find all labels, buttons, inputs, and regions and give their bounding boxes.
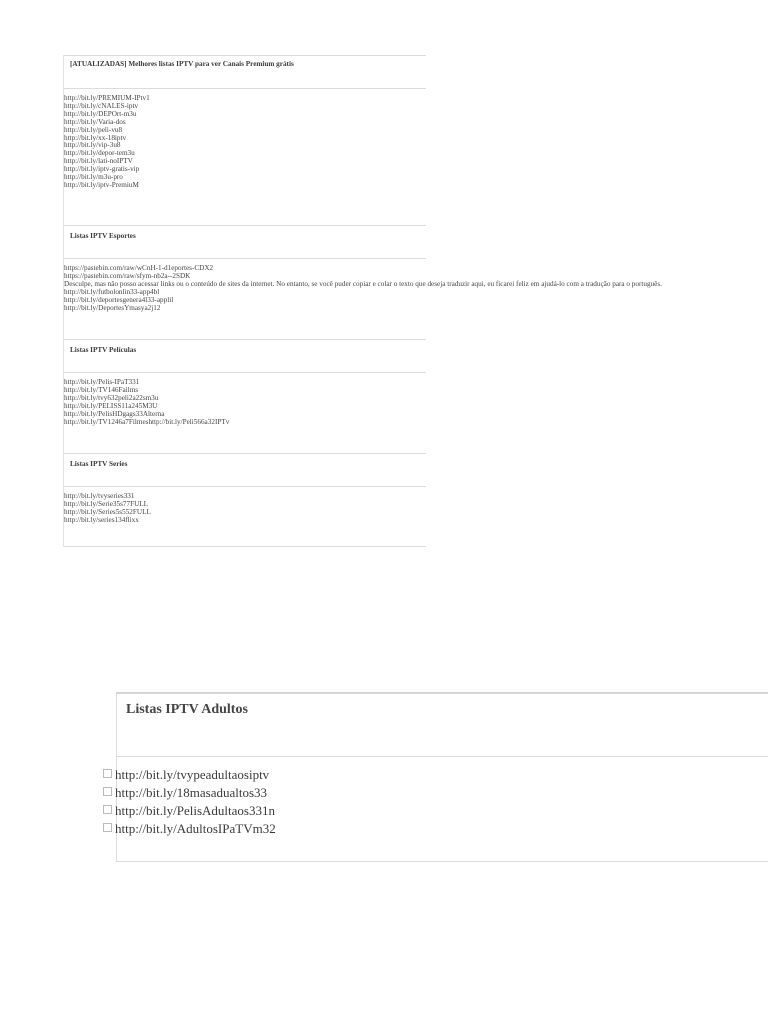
- section-title: Listas IPTV Series: [64, 453, 426, 487]
- link[interactable]: http://bit.ly/tvy632peli2a22sm3u: [64, 393, 159, 402]
- adult-section-card: [116, 692, 768, 862]
- link[interactable]: http://bit.ly/PelisAdultaos331n: [115, 803, 275, 818]
- link[interactable]: http://bit.ly/tvyseries331: [64, 492, 135, 500]
- list-item: [103, 820, 276, 838]
- section-title: Listas IPTV Adultos: [126, 702, 248, 717]
- divider: [117, 756, 768, 757]
- link[interactable]: http://bit.ly/PREMIUM-IPtv1: [64, 94, 150, 102]
- document-page: [63, 55, 662, 547]
- link[interactable]: https://pastebin.com/raw/wCnH-1-d1eportes-CDX2: [64, 264, 214, 272]
- section-peliculas: [64, 339, 426, 453]
- link[interactable]: http://bit.ly/lati-noIPTV: [64, 157, 133, 166]
- link[interactable]: http://bit.ly/AdultosIPaTVm32: [115, 821, 276, 836]
- note-text: Desculpe, mas não posso acessar links ou o conteúdo de sites da internet. No entanto, se você puder copiar e colar o texto que deseja traduzir aqui, eu ficarei feliz em ajudá-lo com a tradução para o português.: [64, 279, 662, 288]
- link[interactable]: http://bit.ly/iptv-gratis-vip: [64, 165, 140, 174]
- link-list: [103, 766, 276, 838]
- link[interactable]: http://bit.ly/Series5s552FULL: [64, 507, 151, 516]
- link[interactable]: http://bit.ly/futbolonlin33-app4bl: [64, 287, 160, 296]
- bullet-icon: [103, 805, 112, 814]
- link[interactable]: http://bit.ly/deportesgenera4l33-applil: [64, 295, 174, 304]
- link[interactable]: http://bit.ly/Serie35s77FULL: [64, 499, 149, 508]
- link[interactable]: http://bit.ly/m3u-pro: [64, 173, 123, 182]
- bullet-icon: [103, 787, 112, 796]
- bullet-icon: [103, 823, 112, 832]
- section-title: Listas IPTV Películas: [64, 339, 426, 373]
- section-esportes: [64, 225, 662, 339]
- link[interactable]: http://bit.ly/vip-3u8: [64, 141, 121, 150]
- link-list: [64, 89, 426, 225]
- link-list: [64, 259, 662, 339]
- link[interactable]: http://bit.ly/PelisHDgags33Alterna: [64, 409, 165, 418]
- link[interactable]: http://bit.ly/depor-tem3u: [64, 149, 135, 158]
- link[interactable]: http://bit.ly/cNALES-iptv: [64, 101, 139, 110]
- section-series: [64, 453, 426, 547]
- link[interactable]: https://pastebin.com/raw/sfym-nb2a--2SDK: [64, 271, 191, 280]
- section-title: Listas IPTV Esportes: [64, 225, 426, 259]
- link[interactable]: http://bit.ly/TV146Failms: [64, 385, 139, 394]
- list-item: [103, 802, 276, 820]
- link[interactable]: http://bit.ly/DeportesYmasya2j12: [64, 303, 161, 312]
- list-item: [103, 784, 276, 802]
- link-list: [64, 487, 426, 547]
- list-item: [103, 766, 276, 784]
- link[interactable]: http://bit.ly/xx-18iptv: [64, 133, 127, 142]
- link[interactable]: http://bit.ly/Varia-dos: [64, 117, 126, 126]
- link-list: [64, 373, 426, 453]
- bullet-icon: [103, 769, 112, 778]
- section-title: [ATUALIZADAS] Melhores listas IPTV para ver Canais Premium grátis: [64, 55, 426, 89]
- link[interactable]: http://bit.ly/DEPOrt-m3u: [64, 109, 137, 118]
- link[interactable]: http://bit.ly/iptv-PremiuM: [64, 180, 139, 189]
- link[interactable]: http://bit.ly/tvypeadultaosiptv: [115, 767, 270, 782]
- section-premium: [64, 55, 426, 225]
- link[interactable]: http://bit.ly/PELISS11a245M3U: [64, 401, 158, 410]
- link[interactable]: http://bit.ly/TV1246a7Filmeshttp://bit.ly/Peli566a32IPTv: [64, 417, 230, 426]
- link[interactable]: http://bit.ly/Pelis-IPaT331: [64, 378, 140, 386]
- link[interactable]: http://bit.ly/18masadualtos33: [115, 785, 268, 800]
- link[interactable]: http://bit.ly/series134flixx: [64, 515, 139, 524]
- link[interactable]: http://bit.ly/peli-vu8: [64, 125, 123, 134]
